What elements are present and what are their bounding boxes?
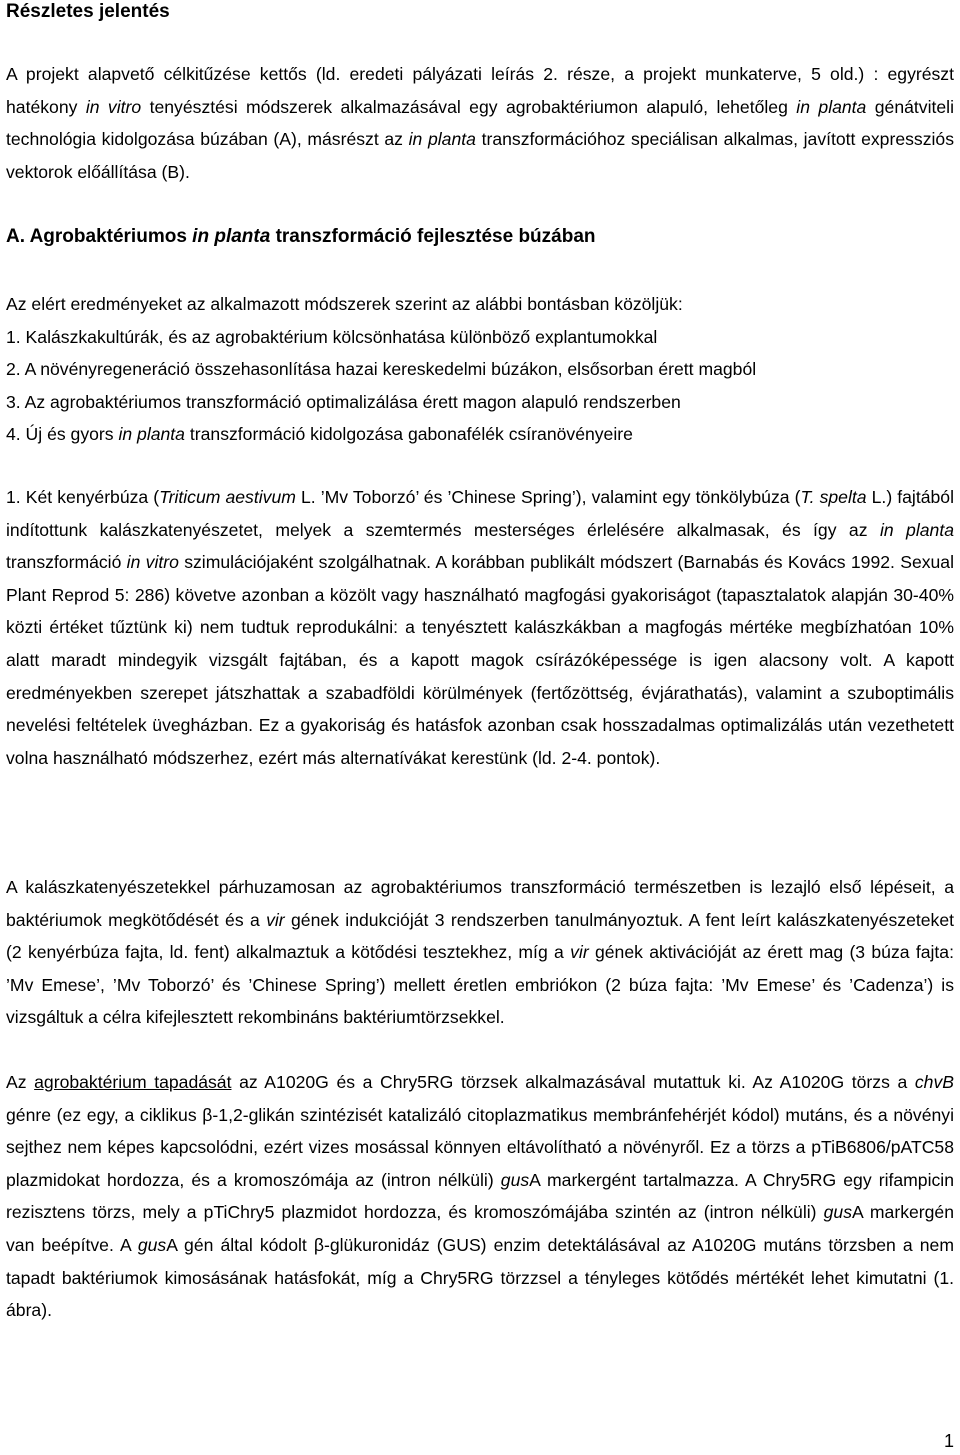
italic-term: T. spelta bbox=[800, 487, 867, 507]
list-item bbox=[6, 321, 954, 354]
italic-term: in vitro bbox=[126, 552, 179, 573]
italic-term: Triticum aestivum bbox=[159, 487, 296, 507]
list-item bbox=[6, 418, 954, 451]
intro-paragraph bbox=[6, 58, 954, 188]
text-run: A. Agrobaktériumos bbox=[6, 226, 193, 247]
text-run: transzformáció kidolgozása gabonafélék csíranövényeire bbox=[184, 424, 633, 445]
italic-term: gus bbox=[137, 1234, 167, 1255]
text-run: L. ’Mv Toborzó’ és ’Chinese Spring’), valamint egy tönkölybúza ( bbox=[295, 487, 801, 507]
text-run: Az elért eredményeket az alkalmazott módszerek szerint az alábbi bontásban közöljük: bbox=[6, 294, 683, 314]
text-run: 1. Két kenyérbúza ( bbox=[6, 487, 160, 507]
results-list bbox=[6, 288, 954, 451]
text-run: gének aktivációját az érett mag (3 búza fajta: ’Mv Emese’, ’Mv Toborzó’ és ’Chinese Spring’) mellett éretlen embriókon (2 búza fajta: ’Mv Emese’ és ’Cadenza’) is vizsgáltuk a célra kifejlesztett rekombináns baktériumtörzsekkel. bbox=[6, 942, 954, 1028]
text-run: 1. Kalászkakultúrák, és az agrobaktérium kölcsönhatása különböző explantumokkal bbox=[6, 326, 658, 347]
spike-culture-paragraph bbox=[6, 481, 954, 774]
italic-term: gus bbox=[500, 1169, 530, 1190]
text-run: 2. A növényregeneráció összehasonlítása hazai kereskedelmi búzákon, elsősorban érett magból bbox=[6, 359, 757, 380]
text-run: A kalászkatenyészetekkel párhuzamosan az agrobaktériumos transzformáció természetben is lezajló első lépéseit, a baktériumok megkötődését és a bbox=[6, 877, 954, 930]
italic-term: in planta bbox=[192, 226, 271, 247]
text-run: transzformáció bbox=[6, 552, 127, 573]
text-run: L.) fajtából indítottunk kalászkatenyészetet, melyek a szemtermés mesterséges érlelésére alkalmasak, és így az bbox=[6, 487, 954, 540]
text-run: gének indukcióját 3 rendszerben tanulmányoztuk. A fent leírt kalászkatenyészeteket (2 kenyérbúza fajta, ld. fent) alkalmaztuk a kötődési tesztekhez, míg a bbox=[6, 909, 954, 963]
list-item bbox=[6, 288, 954, 321]
text-run: A markergén van beépítve. A bbox=[6, 1202, 954, 1255]
attachment-paragraph bbox=[6, 1066, 954, 1327]
text-run: 4. Új és gyors bbox=[6, 424, 119, 445]
italic-term: in vitro bbox=[85, 96, 142, 117]
italic-term: in planta bbox=[408, 129, 476, 150]
italic-term: chvB bbox=[914, 1072, 954, 1092]
text-run: az A1020G és a Chry5RG törzsek alkalmazásával mutattuk ki. Az A1020G törzs a bbox=[231, 1072, 915, 1092]
italic-term: in planta bbox=[796, 96, 867, 117]
italic-term: vir bbox=[266, 909, 285, 930]
italic-term: gus bbox=[823, 1202, 852, 1223]
list-item bbox=[6, 386, 954, 419]
italic-term: vir bbox=[570, 942, 589, 963]
text-run: A gén által kódolt β-glükuronidáz (GUS) enzim detektálásával az A1020G mutáns törzsben a nem tapadt baktériumok kimosásának hatásfokát, míg a Chry5RG törzzsel a tényleges kötődés mértékét lehet kimutatni (1. ábra). bbox=[6, 1234, 954, 1321]
parallel-study-paragraph bbox=[6, 871, 954, 1034]
italic-term: in planta bbox=[118, 424, 185, 445]
underlined-term: agrobaktérium tapadását bbox=[34, 1072, 232, 1092]
text-run: szimulációjaként szolgálhatnak. A korábban publikált módszert (Barnabás és Kovács 1992. Sexual Plant Reprod 5: 286) követve azonban a közölt vagy használható magfogási gyakoriságot (tapasztalatok alapján 30-40% közti értéket tűztünk ki) nem tudtuk reprodukálni: a tenyésztett kalászkákban a magfogás mértéke megbízhatóan 10% alatt maradt mindegyik vizsgált fajtában, és a kapott magok csírázóképessége is igen alacsony volt. A kapott eredményekben szerepet játszhattak a szabadföldi körülmények (fertőzöttség, évjárathatás), valamint a szuboptimális nevelési feltételek üvegházban. Ez a gyakoriság és hatásfok azonban csak hosszadalmas optimalizálás után vezethetett volna használható módszerhez, ezért más alternatívákat kerestünk (ld. 2-4. pontok). bbox=[6, 552, 955, 768]
text-run: Az bbox=[6, 1072, 35, 1092]
page-number: 1 bbox=[943, 1431, 954, 1451]
text-run: transzformációhoz speciálisan alkalmas, javított expressziós vektorok előállítása (B). bbox=[6, 129, 954, 182]
text-run: génátviteli technológia kidolgozása búzában (A), másrészt az bbox=[6, 96, 954, 150]
list-item bbox=[6, 353, 954, 386]
text-run: A markergént tartalmazza. A Chry5RG egy rifampicin rezisztens törzs, mely a pTiChry5 plazmidot hordozza, és kromoszómájába szintén az (intron nélküli) bbox=[6, 1169, 954, 1223]
report-title: Részletes jelentés bbox=[6, 1, 170, 22]
text-run: 3. Az agrobaktériumos transzformáció optimalizálása érett magon alapuló rendszerben bbox=[6, 391, 681, 412]
text-run: génre (ez egy, a ciklikus β-1,2-glikán szintézisét katalizáló citoplazmatikus membránfehérjét kódol) mutáns, és a növényi sejthez nem képes kapcsolódni, ezért vizes mosással könnyen eltávolítható a növényről. Ez a törzs a pTiB6806/pATC58 plazmidokat hordozza, és a kromoszómája az (intron nélküli) bbox=[6, 1104, 954, 1190]
section-a-heading bbox=[6, 222, 596, 252]
text-run: tenyésztési módszerek alkalmazásával egy agrobaktériumon alapuló, lehetőleg bbox=[141, 96, 797, 117]
italic-term: in planta bbox=[879, 519, 954, 540]
text-run: A projekt alapvető célkitűzése kettős (ld. eredeti pályázati leírás 2. része, a projekt munkaterve, 5 old.) : egyrészt hatékony bbox=[6, 64, 954, 117]
text-run: transzformáció fejlesztése búzában bbox=[270, 226, 596, 247]
